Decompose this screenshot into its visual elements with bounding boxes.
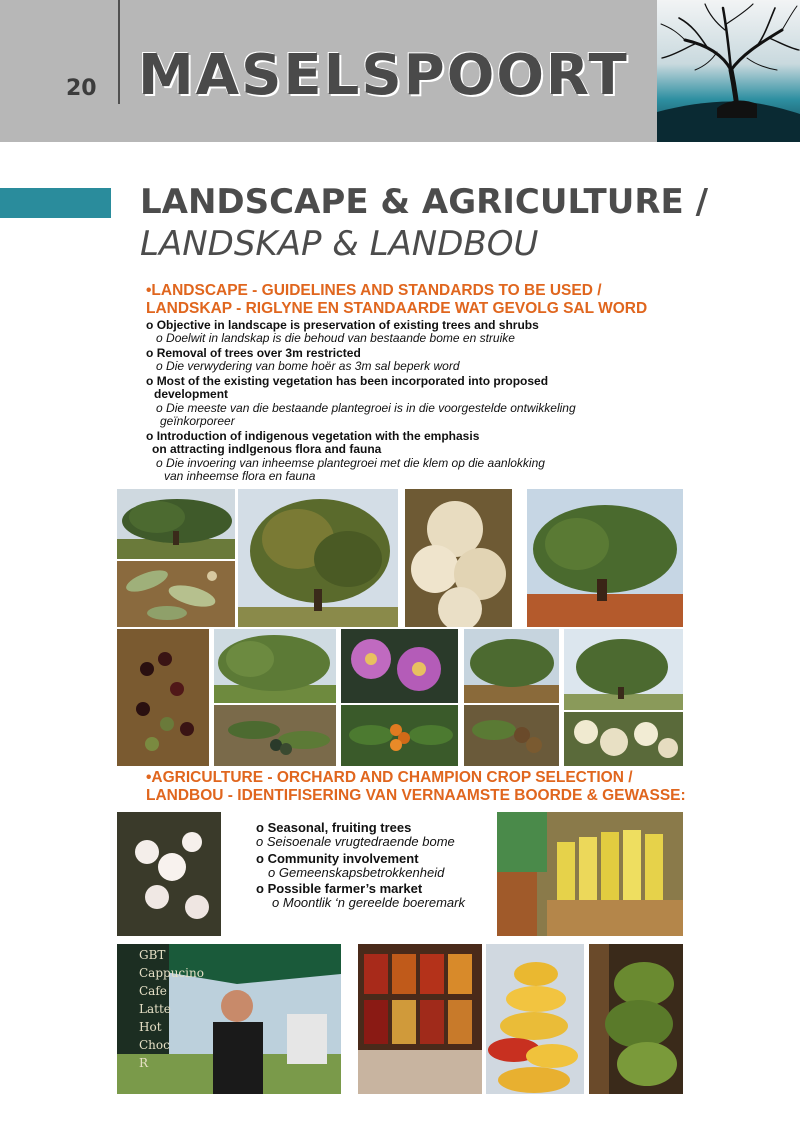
tree-photo bbox=[564, 629, 683, 710]
jam-jars-photo bbox=[358, 944, 482, 1094]
tree-photo bbox=[464, 629, 559, 703]
tree-photo bbox=[214, 629, 336, 703]
section-title-af: LANDSKAP & LANDBOU bbox=[140, 224, 539, 264]
fruit-branch-photo bbox=[214, 705, 336, 766]
landscape-bullet-3: o Most of the existing vegetation has been incorporated into proposed bbox=[146, 374, 549, 388]
agriculture-subbullet-2: o Gemeenskapsbetrokkenheid bbox=[268, 865, 445, 880]
juice-bottles-photo bbox=[497, 812, 683, 936]
leaves-photo bbox=[117, 561, 235, 627]
tree-photo bbox=[527, 489, 683, 627]
landscape-bullet-4: o Introduction of indigenous vegetation with the emphasis bbox=[146, 429, 480, 443]
header-divider bbox=[118, 0, 120, 104]
landscape-bullet-3-cont: development bbox=[154, 387, 229, 401]
agriculture-bullet-1: o Seasonal, fruiting trees bbox=[256, 820, 412, 835]
orange-berries-photo bbox=[341, 705, 458, 766]
landscape-subbullet-3: o Die meeste van die bestaande plantegroei is in die voorgestelde ontwikkeling bbox=[156, 401, 576, 415]
tree-photo bbox=[117, 489, 235, 559]
agriculture-heading-af: LANDBOU - IDENTIFISERING VAN VERNAAMSTE BOORDE & GEWASSE: bbox=[146, 787, 686, 804]
landscape-subbullet-2: o Die verwydering van bome hoër as 3m sal beperk word bbox=[156, 359, 460, 373]
agriculture-subbullet-3: o Moontlik ‘n gereelde boeremark bbox=[272, 895, 465, 910]
landscape-subbullet-4: o Die invoering van inheemse plantegroei met die klem op die aanlokking bbox=[156, 456, 545, 470]
landscape-bullet-4-cont: on attracting indlgenous flora and fauna bbox=[152, 442, 382, 456]
flower-cluster-photo bbox=[405, 489, 512, 627]
agriculture-bullet-3: o Possible farmer’s market bbox=[256, 881, 423, 896]
berries-photo bbox=[117, 629, 209, 766]
landscape-subbullet-1: o Doelwit in landskap is die behoud van bestaande bome en struike bbox=[156, 331, 515, 345]
pink-flower-photo bbox=[341, 629, 458, 703]
tree-photo bbox=[238, 489, 398, 627]
coffee-sign: GBT Cappucino Cafe Latte Hot Choc R bbox=[139, 948, 204, 1070]
landscape-bullet-1: o Objective in landscape is preservation of existing trees and shrubs bbox=[146, 318, 539, 332]
agriculture-subbullet-1: o Seisoenale vrugtedraende bome bbox=[256, 834, 455, 849]
brand-title: MASELSPOORT bbox=[138, 43, 629, 108]
landscape-heading-af: LANDSKAP - RIGLYNE EN STANDAARDE WAT GEVOLG SAL WORD bbox=[146, 300, 648, 317]
landscape-subbullet-4-cont: van inheemse flora en fauna bbox=[164, 469, 316, 483]
grapevine-photo bbox=[589, 944, 683, 1094]
page-header bbox=[0, 0, 800, 142]
agriculture-bullet-2: o Community involvement bbox=[256, 851, 419, 866]
page-number: 20 bbox=[66, 76, 97, 101]
coffee-stand-photo bbox=[117, 944, 341, 1094]
blossom-photo bbox=[117, 812, 221, 936]
landscape-subbullet-3-cont: geïnkorporeer bbox=[160, 414, 235, 428]
cheese-photo bbox=[486, 944, 584, 1094]
agriculture-heading: •AGRICULTURE - ORCHARD AND CHAMPION CROP SELECTION / bbox=[146, 769, 633, 786]
landscape-heading: •LANDSCAPE - GUIDELINES AND STANDARDS TO BE USED / bbox=[146, 282, 602, 299]
tree-silhouette-icon bbox=[657, 0, 800, 142]
white-flowers-photo bbox=[564, 712, 683, 766]
section-title-en: LANDSCAPE & AGRICULTURE / bbox=[140, 182, 708, 222]
landscape-bullet-2: o Removal of trees over 3m restricted bbox=[146, 346, 361, 360]
figs-photo bbox=[464, 705, 559, 766]
accent-bar bbox=[0, 188, 111, 218]
